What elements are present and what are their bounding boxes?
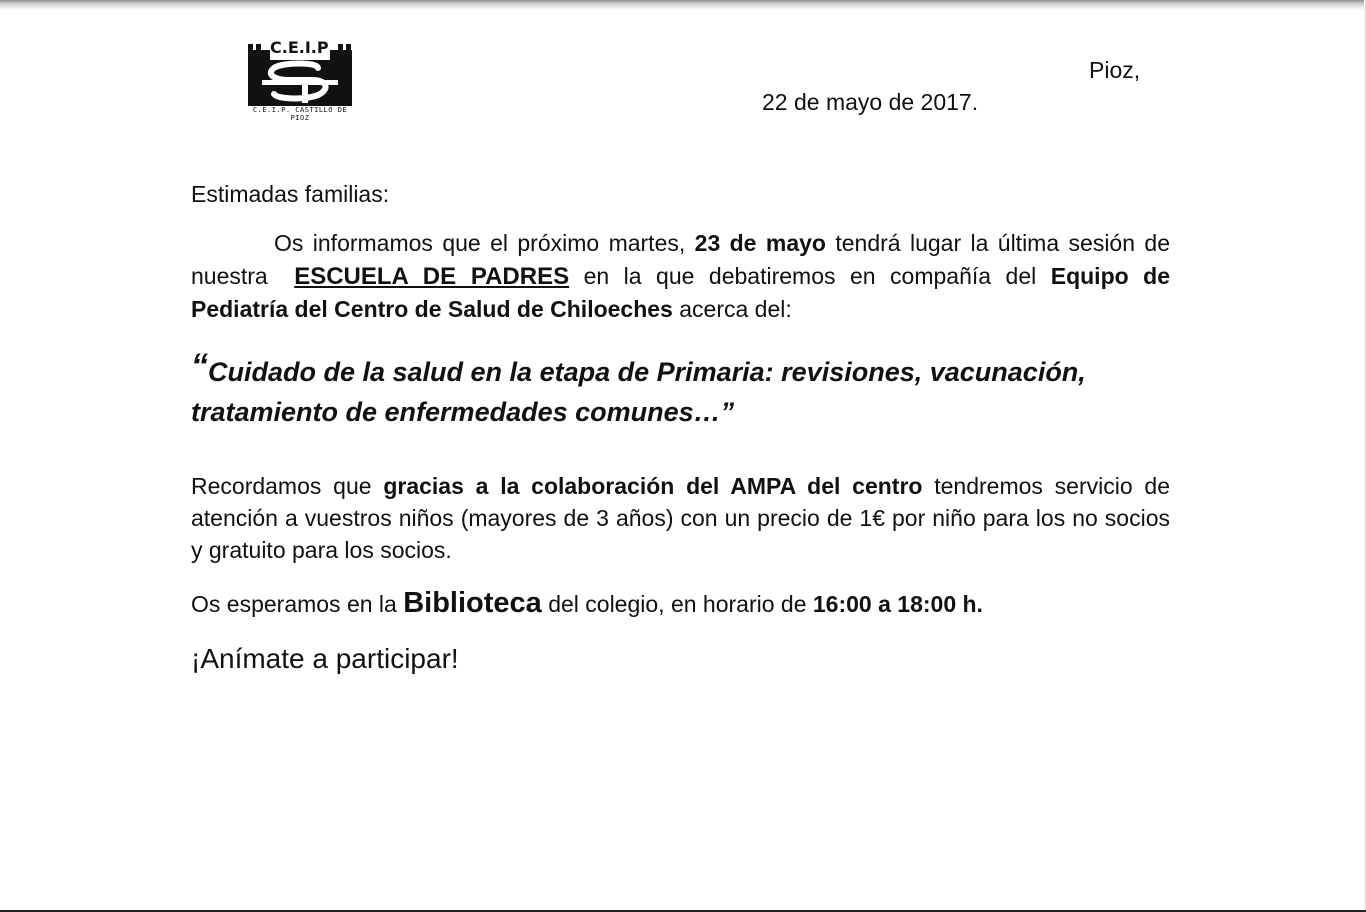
logo-caption: C.E.I.P. CASTILLO DE PIOZ — [252, 106, 348, 122]
letter-body — [191, 178, 1170, 677]
pediatrics-team: Equipo de Pediatría del Centro de Salud de Chiloeches — [191, 263, 1170, 322]
letter-date: 22 de mayo de 2017. — [762, 89, 979, 115]
text: del colegio, en horario de — [541, 591, 813, 617]
session-date: 23 de mayo — [694, 230, 826, 256]
text: tendremos servicio de atención a vuestros niños (mayores de 3 años) con un precio de 1€ por niño para los no socios y gratuito para los socios. — [191, 473, 1170, 563]
session-topic-quote — [191, 346, 1170, 432]
text: Os esperamos en la — [191, 591, 404, 617]
paragraph-location — [191, 587, 1170, 621]
paragraph-announcement — [191, 227, 1170, 326]
text: Recordamos que — [191, 473, 384, 499]
ampa-collaboration: gracias a la colaboración del AMPA del centro — [383, 473, 923, 499]
greeting: Estimadas familias: — [191, 181, 390, 207]
topic-text: Cuidado de la salud en la etapa de Primaria: revisiones, vacunación, tratamiento de enfermedades comunes…” — [191, 357, 1086, 427]
text: Os informamos que el próximo martes, — [274, 230, 695, 256]
text: acerca del: — [672, 296, 792, 322]
letter-place: Pioz, — [1089, 57, 1141, 83]
schedule-time: 16:00 a 18:00 h. — [812, 591, 983, 617]
location-library: Biblioteca — [403, 587, 542, 619]
text: en la que debatiremos en compañía del — [569, 263, 1051, 289]
paragraph-childcare — [191, 470, 1170, 566]
logo-title: C.E.I.P — [270, 38, 329, 57]
closing-line: ¡Anímate a participar! — [191, 643, 459, 674]
school-of-parents-title: ESCUELA DE PADRES — [294, 263, 570, 290]
top-edge-shadow — [0, 0, 1366, 10]
open-quote-mark: “ — [191, 347, 208, 385]
text: tendrá lugar la última sesión de nuestra — [191, 230, 1170, 289]
